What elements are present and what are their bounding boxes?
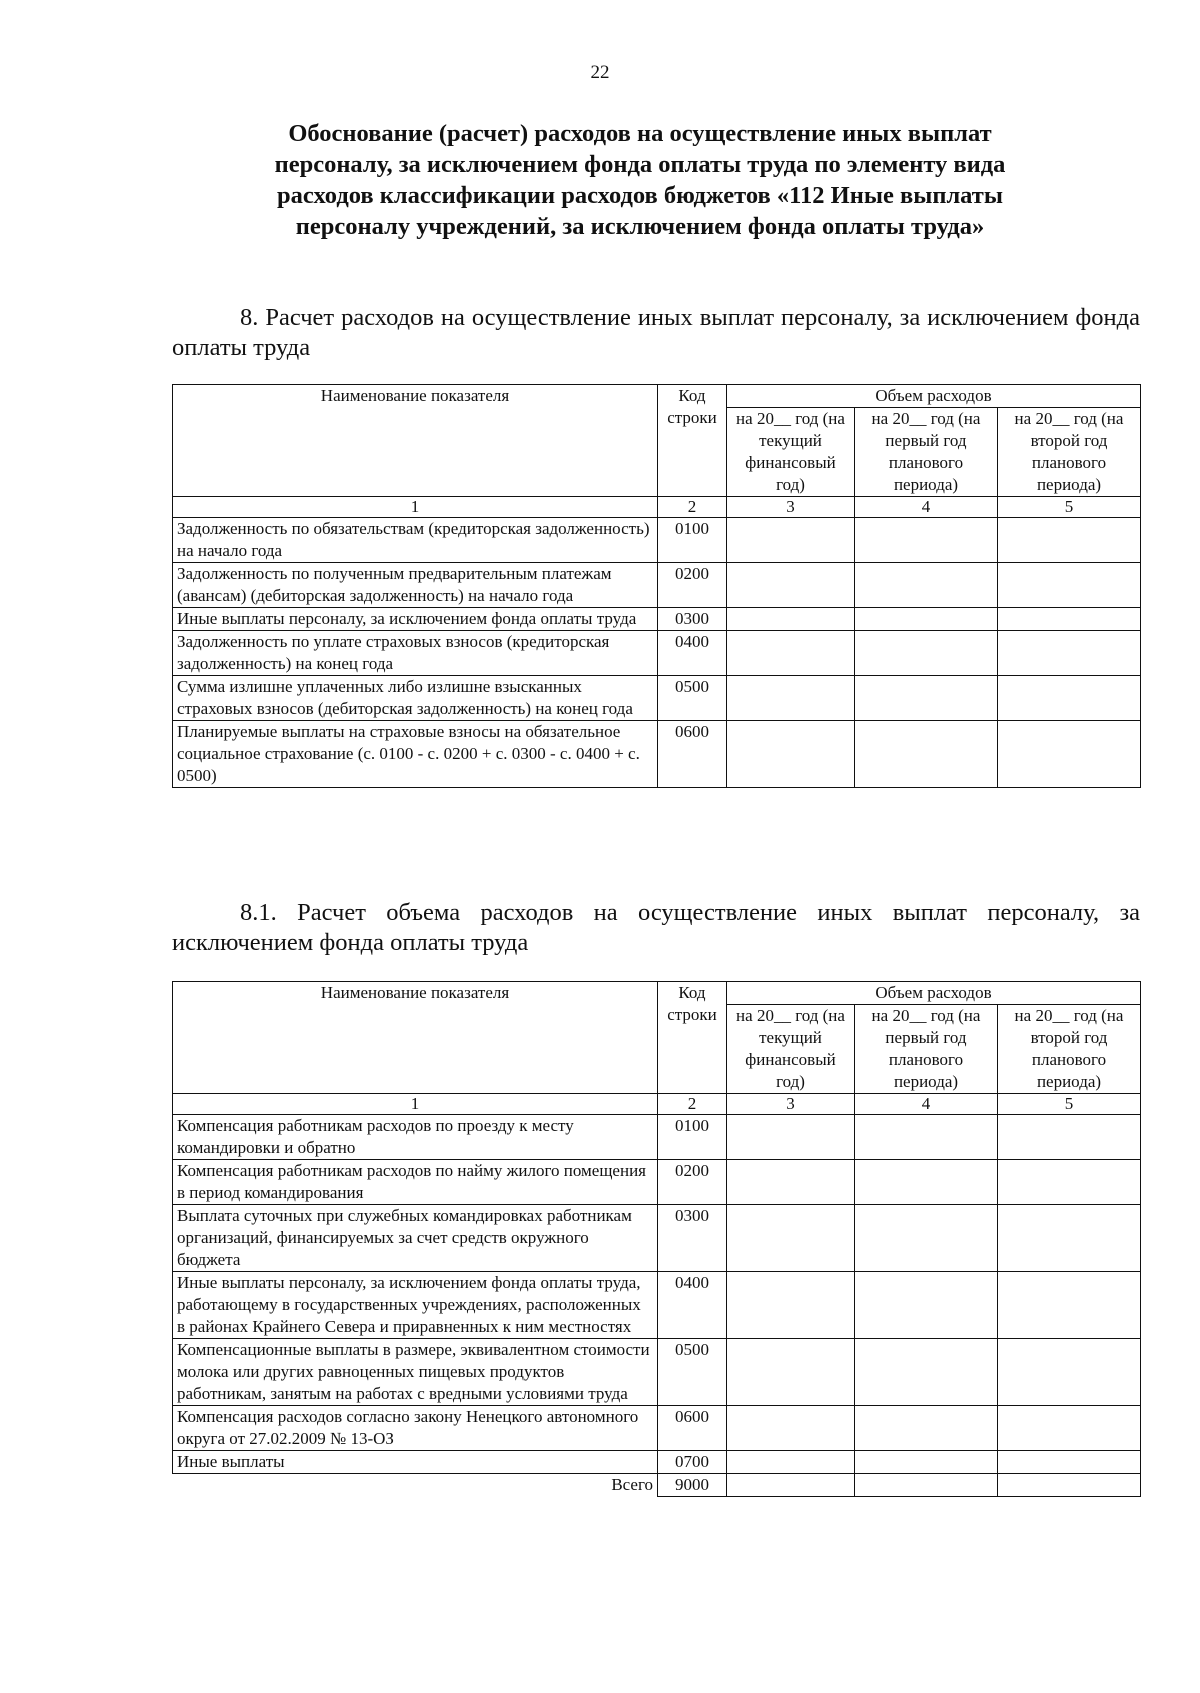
value-cell[interactable]	[727, 1339, 855, 1406]
row-code: 0400	[658, 631, 727, 676]
table-row	[173, 676, 1141, 721]
column-number: 4	[855, 1094, 998, 1115]
value-cell[interactable]	[998, 1205, 1141, 1272]
value-cell[interactable]	[998, 1160, 1141, 1205]
value-cell[interactable]	[727, 1205, 855, 1272]
header-code: Код строки	[658, 982, 727, 1094]
row-code: 0100	[658, 518, 727, 563]
table-row	[173, 1406, 1141, 1451]
header-code: Код строки	[658, 385, 727, 497]
row-code: 0500	[658, 1339, 727, 1406]
value-cell[interactable]	[727, 676, 855, 721]
value-cell[interactable]	[998, 721, 1141, 788]
value-cell[interactable]	[855, 1205, 998, 1272]
column-number: 2	[658, 497, 727, 518]
value-cell[interactable]	[855, 676, 998, 721]
value-cell[interactable]	[855, 1339, 998, 1406]
header-year-3: на 20__ год (на второй год планового периода)	[998, 1005, 1141, 1094]
document-title: Обоснование (расчет) расходов на осуществление иных выплат персоналу, за исключением фонда оплаты труда по элементу вида расходов классификации расходов бюджетов «112 Иные выплаты персоналу учреждений, за исключением фонда оплаты труда»	[274, 120, 1006, 240]
total-row	[173, 1474, 1141, 1497]
header-year-2: на 20__ год (на первый год планового периода)	[855, 1005, 998, 1094]
column-number: 1	[173, 497, 658, 518]
row-name: Компенсация расходов согласно закону Ненецкого автономного округа от 27.02.2009 № 13-ОЗ	[173, 1406, 658, 1451]
row-name: Компенсация работникам расходов по проезду к месту командировки и обратно	[173, 1115, 658, 1160]
value-cell[interactable]	[998, 1115, 1141, 1160]
table-section-8	[172, 384, 1141, 788]
row-code: 0600	[658, 1406, 727, 1451]
table-row	[173, 608, 1141, 631]
row-name: Задолженность по полученным предварительным платежам (авансам) (дебиторская задолженность) на начало года	[173, 563, 658, 608]
header-year-1: на 20__ год (на текущий финансовый год)	[727, 408, 855, 497]
table-row	[173, 631, 1141, 676]
value-cell[interactable]	[727, 721, 855, 788]
value-cell[interactable]	[998, 563, 1141, 608]
page-number: 22	[590, 62, 610, 83]
table-row	[173, 1339, 1141, 1406]
value-cell[interactable]	[855, 1451, 998, 1474]
value-cell[interactable]	[727, 1451, 855, 1474]
header-volume: Объем расходов	[727, 385, 1141, 408]
section-8-1-heading: 8.1. Расчет объема расходов на осуществление иных выплат персоналу, за исключением фонда оплаты труда	[172, 899, 1140, 956]
row-name: Иные выплаты персоналу, за исключением фонда оплаты труда	[173, 608, 658, 631]
header-year-1: на 20__ год (на текущий финансовый год)	[727, 1005, 855, 1094]
header-volume: Объем расходов	[727, 982, 1141, 1005]
value-cell[interactable]	[727, 563, 855, 608]
column-number: 3	[727, 1094, 855, 1115]
value-cell[interactable]	[727, 1272, 855, 1339]
value-cell[interactable]	[998, 608, 1141, 631]
value-cell[interactable]	[855, 608, 998, 631]
table-row	[173, 1205, 1141, 1272]
total-label: Всего	[173, 1474, 658, 1497]
value-cell[interactable]	[998, 1272, 1141, 1339]
row-name: Иные выплаты	[173, 1451, 658, 1474]
row-name: Компенсация работникам расходов по найму жилого помещения в период командирования	[173, 1160, 658, 1205]
column-number: 1	[173, 1094, 658, 1115]
row-name: Компенсационные выплаты в размере, эквивалентном стоимости молока или других равноценных пищевых продуктов работникам, занятым на работах с вредными условиями труда	[173, 1339, 658, 1406]
row-code: 0300	[658, 608, 727, 631]
value-cell[interactable]	[998, 1451, 1141, 1474]
row-name: Задолженность по обязательствам (кредиторская задолженность) на начало года	[173, 518, 658, 563]
table-row	[173, 563, 1141, 608]
row-name: Иные выплаты персоналу, за исключением фонда оплаты труда, работающему в государственных учреждениях, расположенных в районах Крайнего Севера и приравненных к ним местностях	[173, 1272, 658, 1339]
table-section-8-1	[172, 981, 1141, 1497]
value-cell[interactable]	[855, 518, 998, 563]
value-cell[interactable]	[727, 1115, 855, 1160]
row-code: 0200	[658, 1160, 727, 1205]
header-name: Наименование показателя	[173, 385, 658, 497]
header-name: Наименование показателя	[173, 982, 658, 1094]
section-8-heading: 8. Расчет расходов на осуществление иных выплат персоналу, за исключением фонда оплаты труда	[172, 304, 1140, 361]
value-cell[interactable]	[855, 1474, 998, 1497]
row-name: Выплата суточных при служебных командировках работникам организаций, финансируемых за счет средств окружного бюджета	[173, 1205, 658, 1272]
table-row	[173, 1451, 1141, 1474]
value-cell[interactable]	[998, 518, 1141, 563]
column-number: 5	[998, 1094, 1141, 1115]
row-code: 0100	[658, 1115, 727, 1160]
row-code: 0700	[658, 1451, 727, 1474]
value-cell[interactable]	[855, 563, 998, 608]
header-year-3: на 20__ год (на второй год планового периода)	[998, 408, 1141, 497]
column-number: 3	[727, 497, 855, 518]
column-number: 5	[998, 497, 1141, 518]
table-row	[173, 1115, 1141, 1160]
total-code: 9000	[658, 1474, 727, 1497]
table-row	[173, 518, 1141, 563]
table-row	[173, 1160, 1141, 1205]
value-cell[interactable]	[855, 1115, 998, 1160]
row-code: 0300	[658, 1205, 727, 1272]
table-row	[173, 1272, 1141, 1339]
row-code: 0500	[658, 676, 727, 721]
row-code: 0600	[658, 721, 727, 788]
value-cell[interactable]	[727, 1406, 855, 1451]
value-cell[interactable]	[855, 721, 998, 788]
row-code: 0400	[658, 1272, 727, 1339]
value-cell[interactable]	[855, 1272, 998, 1339]
value-cell[interactable]	[727, 631, 855, 676]
value-cell[interactable]	[998, 1406, 1141, 1451]
value-cell[interactable]	[998, 676, 1141, 721]
value-cell[interactable]	[855, 1160, 998, 1205]
value-cell[interactable]	[998, 1474, 1141, 1497]
value-cell[interactable]	[727, 608, 855, 631]
value-cell[interactable]	[727, 1474, 855, 1497]
value-cell[interactable]	[855, 631, 998, 676]
value-cell[interactable]	[998, 1339, 1141, 1406]
header-year-2: на 20__ год (на первый год планового периода)	[855, 408, 998, 497]
row-code: 0200	[658, 563, 727, 608]
value-cell[interactable]	[727, 1160, 855, 1205]
table-row	[173, 721, 1141, 788]
value-cell[interactable]	[727, 518, 855, 563]
row-name: Сумма излишне уплаченных либо излишне взысканных страховых взносов (дебиторская задолженность) на конец года	[173, 676, 658, 721]
row-name: Планируемые выплаты на страховые взносы на обязательное социальное страхование (с. 0100 - с. 0200 + с. 0300 - с. 0400 + с. 0500)	[173, 721, 658, 788]
value-cell[interactable]	[855, 1406, 998, 1451]
column-number: 2	[658, 1094, 727, 1115]
row-name: Задолженность по уплате страховых взносов (кредиторская задолженность) на конец года	[173, 631, 658, 676]
column-number: 4	[855, 497, 998, 518]
value-cell[interactable]	[998, 631, 1141, 676]
